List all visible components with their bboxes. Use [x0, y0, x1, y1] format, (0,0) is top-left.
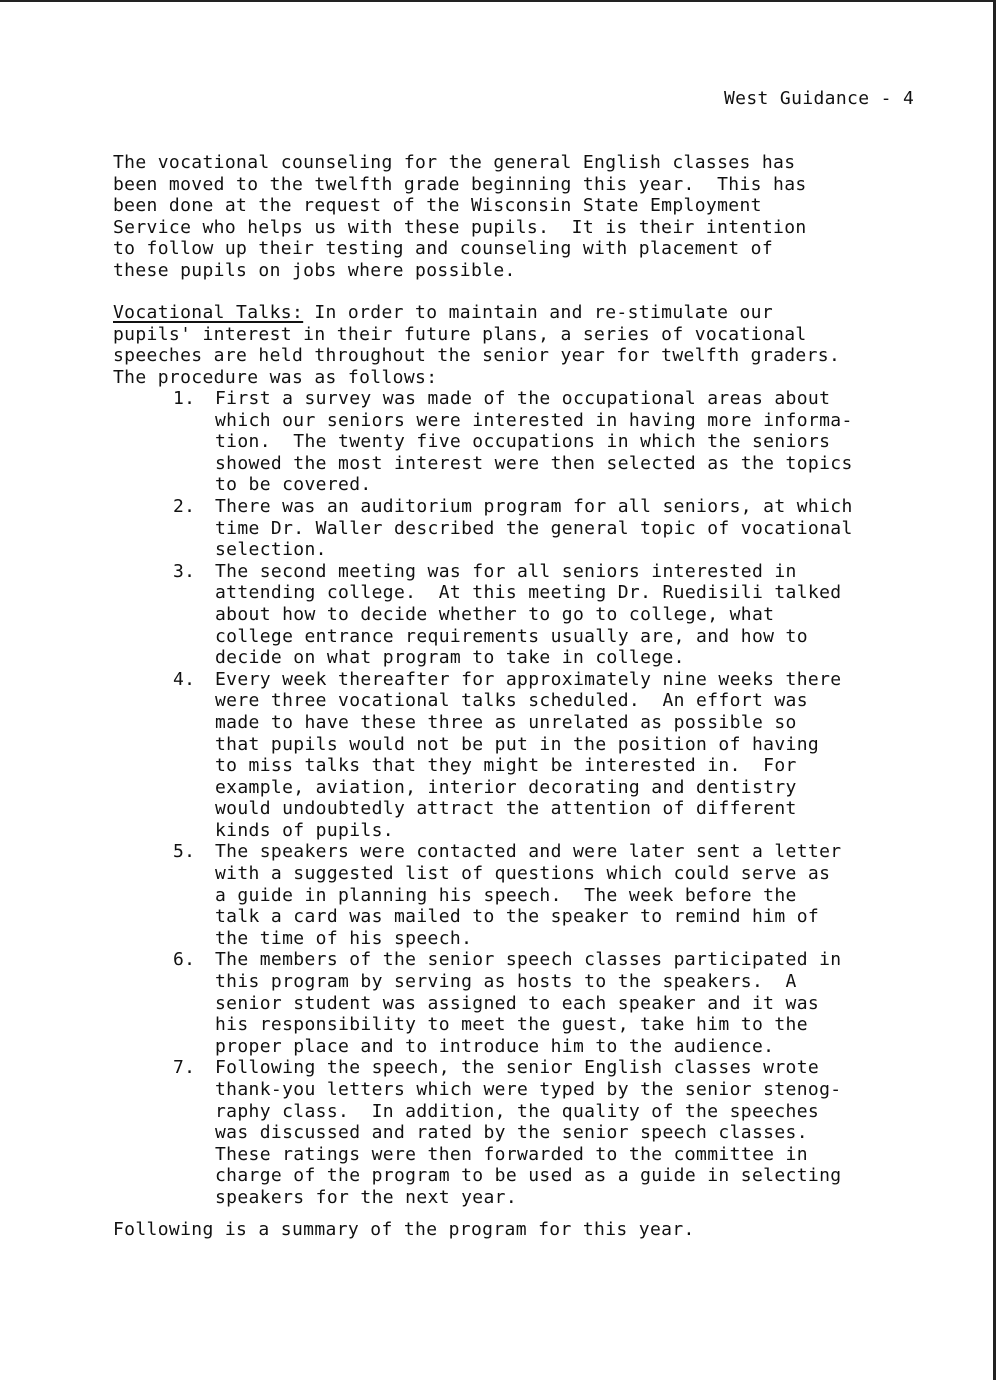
procedure-step-6: [173, 949, 963, 1057]
step-number: 6.: [173, 949, 196, 971]
step-number: 3.: [173, 560, 196, 582]
procedure-step-5: [173, 841, 963, 949]
step-text: The second meeting was for all seniors interested in attending college. At this meeting Dr. Ruedisili talked about how to decide whether to go to college, what college entrance requirements usually are, and how to decide on what program to take in college.: [215, 560, 842, 669]
procedure-step-4: [173, 669, 963, 842]
step-text: There was an auditorium program for all seniors, at which time Dr. Waller described the general topic of vocational selection.: [215, 495, 853, 561]
step-text: Following the speech, the senior English classes wrote thank-you letters which were typed by the senior stenog- raphy class. In addition, the quality of the speeches was discussed and rated by the senior speech classes. These ratings were then forwarded to the committee in charge of the program to be used as a guide in selecting speakers for the next year.: [215, 1057, 842, 1208]
scan-edge-top: [0, 0, 996, 2]
step-text: The members of the senior speech classes participated in this program by serving as hosts to the speakers. A senior student was assigned to each speaker and it was his responsibility to meet the guest, take him to the proper place and to introduce him to the audience.: [215, 949, 842, 1057]
procedure-step-2: [173, 496, 963, 561]
vocational-talks-intro: In order to maintain and re-stimulate our pupils' interest in their future plans, a series of vocational speeches are held throughout the senior year for twelfth graders. The procedure was as follows:: [113, 302, 841, 388]
procedure-step-3: [173, 561, 963, 669]
procedure-step-7: [173, 1057, 963, 1208]
step-number: 2.: [173, 495, 196, 517]
vocational-talks-heading: Vocational Talks:: [113, 302, 304, 323]
procedure-step-1: [173, 388, 963, 496]
step-text: The speakers were contacted and were later sent a letter with a suggested list of questions which could serve as a guide in planning his speech. The week before the talk a card was mailed to the speaker to remind him of the time of his speech.: [215, 841, 842, 949]
step-text: Every week thereafter for approximately nine weeks there were three vocational talks scheduled. An effort was made to have these three as unrelated as possible so that pupils would not be put in the position of having to miss talks that they might be interested in. For example, aviation, interior decorating and dentistry would undoubtedly attract the attention of different kinds of pupils.: [215, 668, 842, 841]
procedure-list: [173, 388, 963, 1209]
step-number: 5.: [173, 841, 196, 863]
page-header: West Guidance - 4: [724, 88, 915, 109]
vocational-talks-paragraph: [113, 302, 963, 388]
step-text: First a survey was made of the occupational areas about which our seniors were interested in having more informa- tion. The twenty five occupations in which the seniors showed the most interest were then selected as the topics to be covered.: [215, 388, 853, 496]
closing-line: Following is a summary of the program for this year.: [113, 1219, 695, 1240]
step-number: 4.: [173, 668, 196, 690]
intro-paragraph: The vocational counseling for the general English classes has been moved to the twelfth grade beginning this year. This has been done at the request of the Wisconsin State Employment Service who helps us with these pupils. It is their intention to follow up their testing and counseling with placement of these pupils on jobs where possible.: [113, 152, 807, 281]
step-number: 7.: [173, 1057, 196, 1079]
step-number: 1.: [173, 388, 196, 409]
